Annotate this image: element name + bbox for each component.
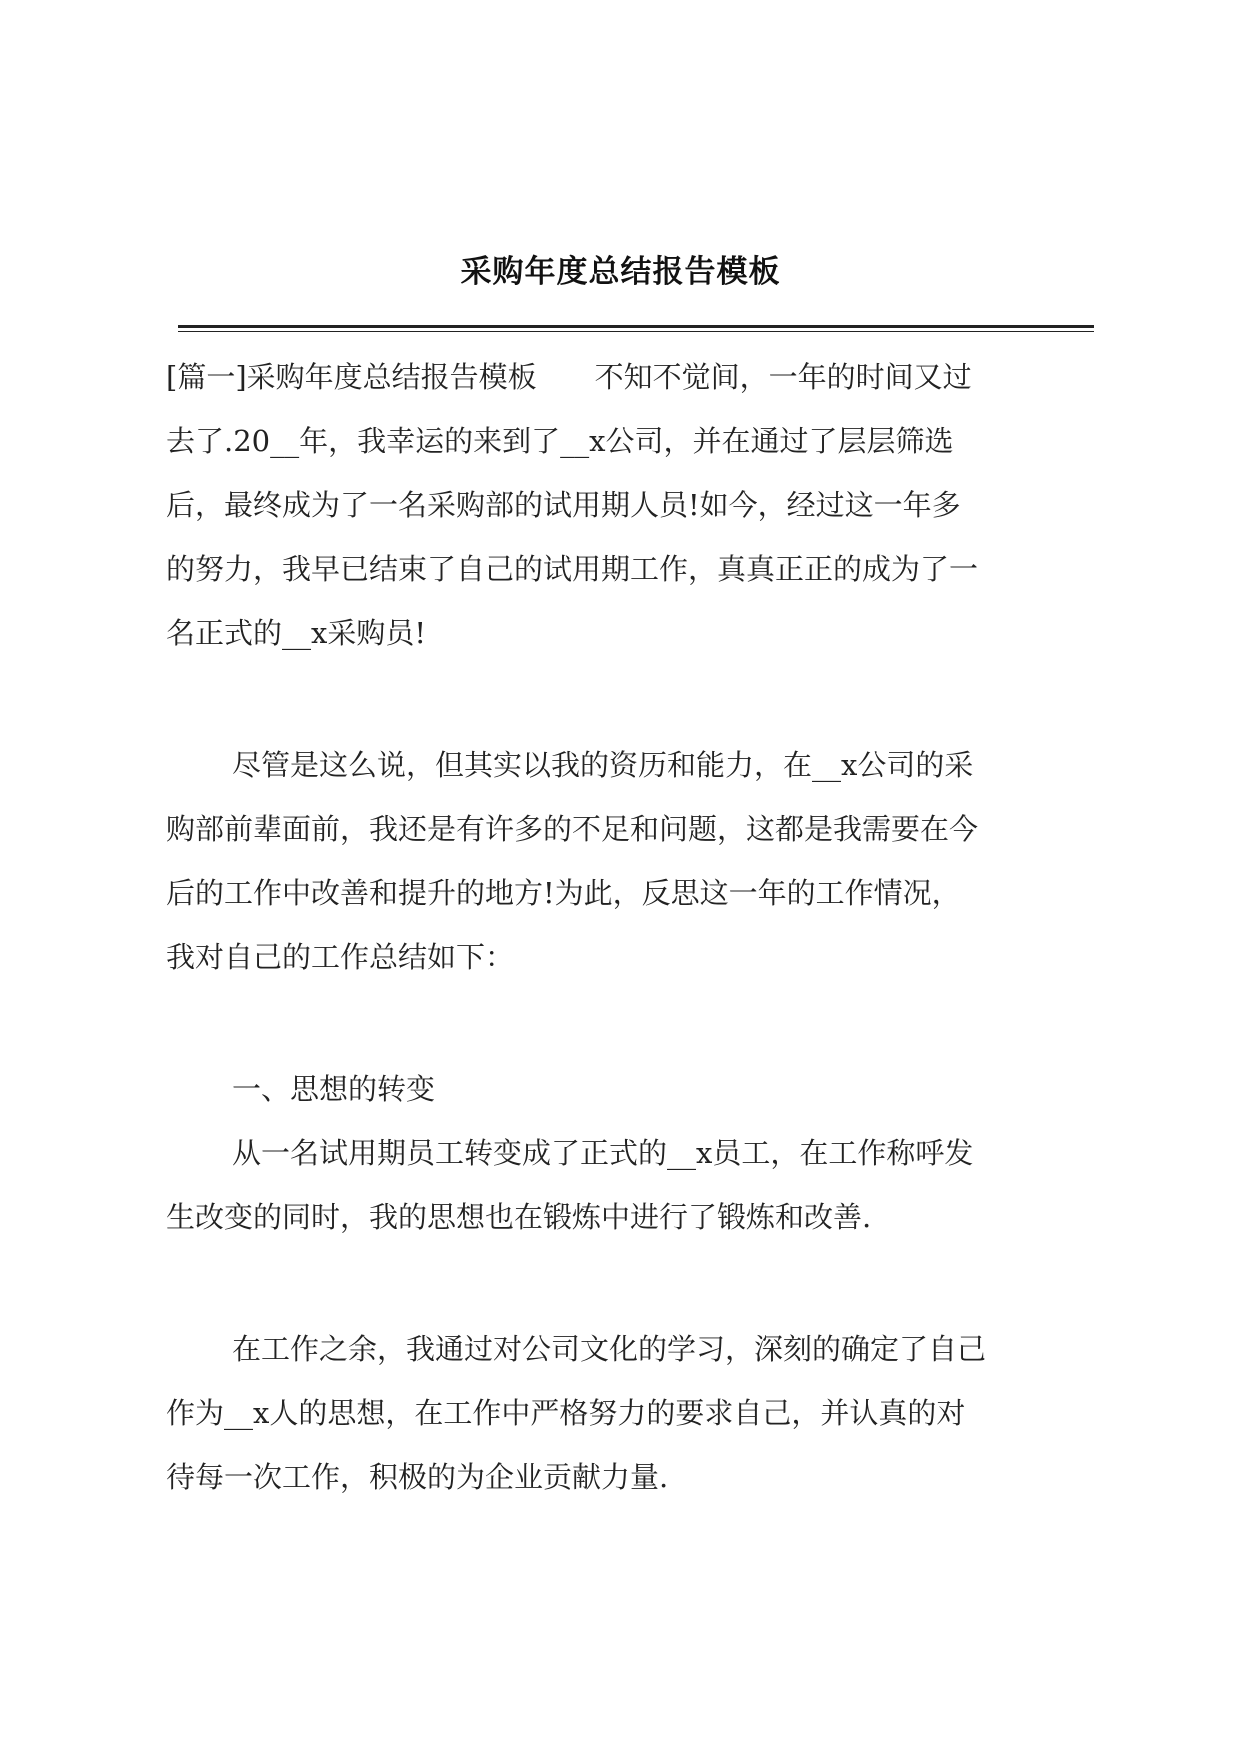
paragraph-line: 我对自己的工作总结如下： [166,940,515,974]
paragraph-line: 生改变的同时，我的思想也在锻炼中进行了锻炼和改善. [166,1200,872,1234]
paragraph-line: 去了.20__年，我幸运的来到了__x公司，并在通过了层层筛选 [166,424,954,458]
document-title: 采购年度总结报告模板 [460,254,781,290]
paragraph-line: 后的工作中改善和提升的地方!为此，反思这一年的工作情况， [166,876,961,910]
paragraph-line: 名正式的__x采购员! [166,616,427,650]
paragraph-line: 待每一次工作，积极的为企业贡献力量. [166,1460,669,1494]
section-heading: 一、思想的转变 [232,1072,436,1106]
title-divider-thin [178,331,1094,332]
paragraph-line: 后，最终成为了一名采购部的试用期人员!如今，经过这一年多 [166,488,961,522]
paragraph-line: 从一名试用期员工转变成了正式的__x员工，在工作称呼发 [232,1136,974,1170]
paragraph-line: 的努力，我早已结束了自己的试用期工作，真真正正的成为了一 [166,552,979,586]
paragraph-line: 尽管是这么说，但其实以我的资历和能力，在__x公司的采 [232,748,974,782]
paragraph-line: 购部前辈面前，我还是有许多的不足和问题，这都是我需要在今 [166,812,979,846]
title-divider-thick [178,325,1094,328]
paragraph-line: 作为__x人的思想，在工作中严格努力的要求自己，并认真的对 [166,1396,966,1430]
paragraph-line: 在工作之余，我通过对公司文化的学习，深刻的确定了自己 [232,1332,987,1366]
paragraph-line: [篇一]采购年度总结报告模板 不知不觉间，一年的时间又过 [166,360,972,394]
